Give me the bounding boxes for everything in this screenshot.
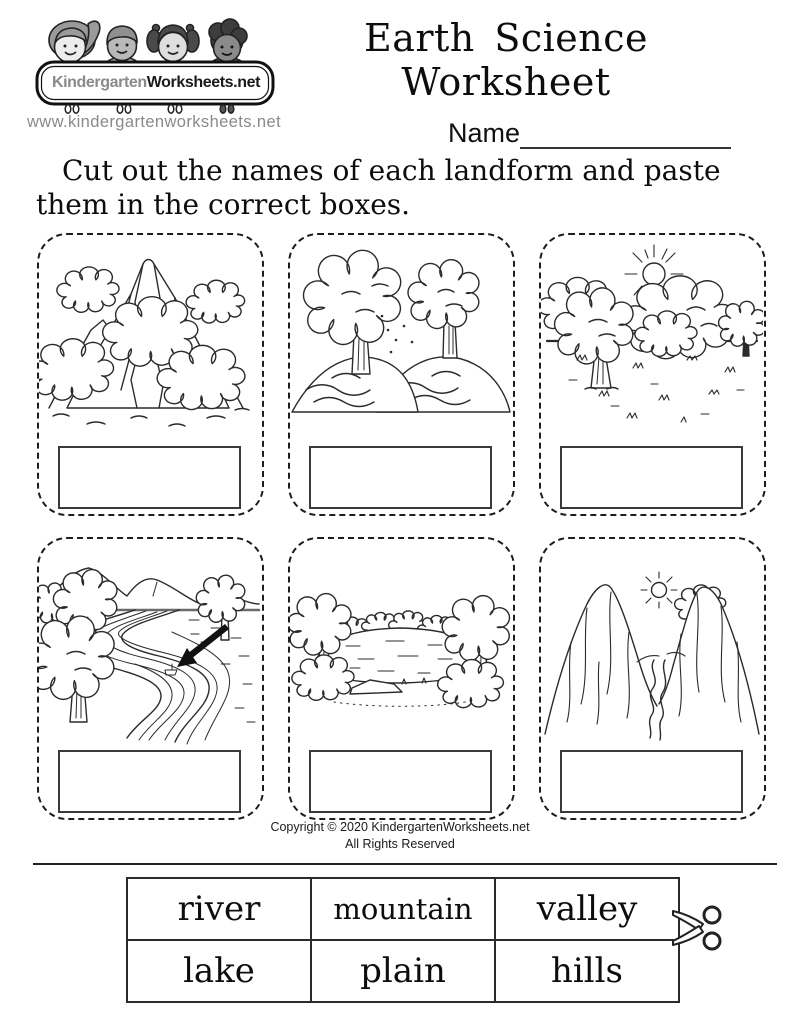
- footer-divider: [33, 863, 777, 865]
- answer-box-mountain[interactable]: [58, 446, 241, 509]
- logo-wordmark-gray: Kindergarten: [51, 74, 147, 91]
- answer-box-valley[interactable]: [560, 750, 743, 813]
- word-plain[interactable]: plain: [311, 940, 495, 1002]
- card-lake: [288, 537, 515, 820]
- lake-illustration: [290, 542, 512, 748]
- word-hills[interactable]: hills: [495, 940, 679, 1002]
- website-url: www.kindergartenworksheets.net: [26, 113, 282, 131]
- river-illustration: [39, 542, 261, 748]
- word-bank-table: [126, 877, 680, 1003]
- card-valley: [539, 537, 766, 820]
- name-label: Name: [448, 118, 521, 148]
- word-river[interactable]: river: [127, 878, 311, 940]
- logo-wordmark-black: Worksheets.net: [146, 74, 261, 91]
- answer-box-hills[interactable]: [309, 446, 492, 509]
- name-input-line[interactable]: [520, 123, 731, 149]
- copyright-block: [200, 819, 600, 852]
- answer-box-lake[interactable]: [309, 750, 492, 813]
- copyright-line: Copyright © 2020 KindergartenWorksheets.net: [270, 820, 530, 834]
- word-valley[interactable]: valley: [495, 878, 679, 940]
- instructions-text: Cut out the names of each landform and paste them in the correct boxes.: [36, 154, 721, 221]
- word-mountain[interactable]: mountain: [311, 878, 495, 940]
- answer-box-plain[interactable]: [560, 446, 743, 509]
- plain-illustration: [541, 238, 763, 444]
- card-river: [37, 537, 264, 820]
- answer-box-river[interactable]: [58, 750, 241, 813]
- landform-cards-grid: [37, 233, 766, 820]
- logo-wordmark: [36, 62, 276, 104]
- page-title: Earth Science Worksheet: [363, 16, 649, 104]
- scissors-icon: [670, 902, 726, 954]
- word-lake[interactable]: lake: [127, 940, 311, 1002]
- name-row: [448, 118, 731, 149]
- card-mountain: [37, 233, 264, 516]
- valley-illustration: [541, 542, 763, 748]
- hills-illustration: [290, 238, 512, 444]
- rights-line: All Rights Reserved: [345, 836, 455, 851]
- mountain-illustration: [39, 238, 261, 444]
- card-plain: [539, 233, 766, 516]
- card-hills: [288, 233, 515, 516]
